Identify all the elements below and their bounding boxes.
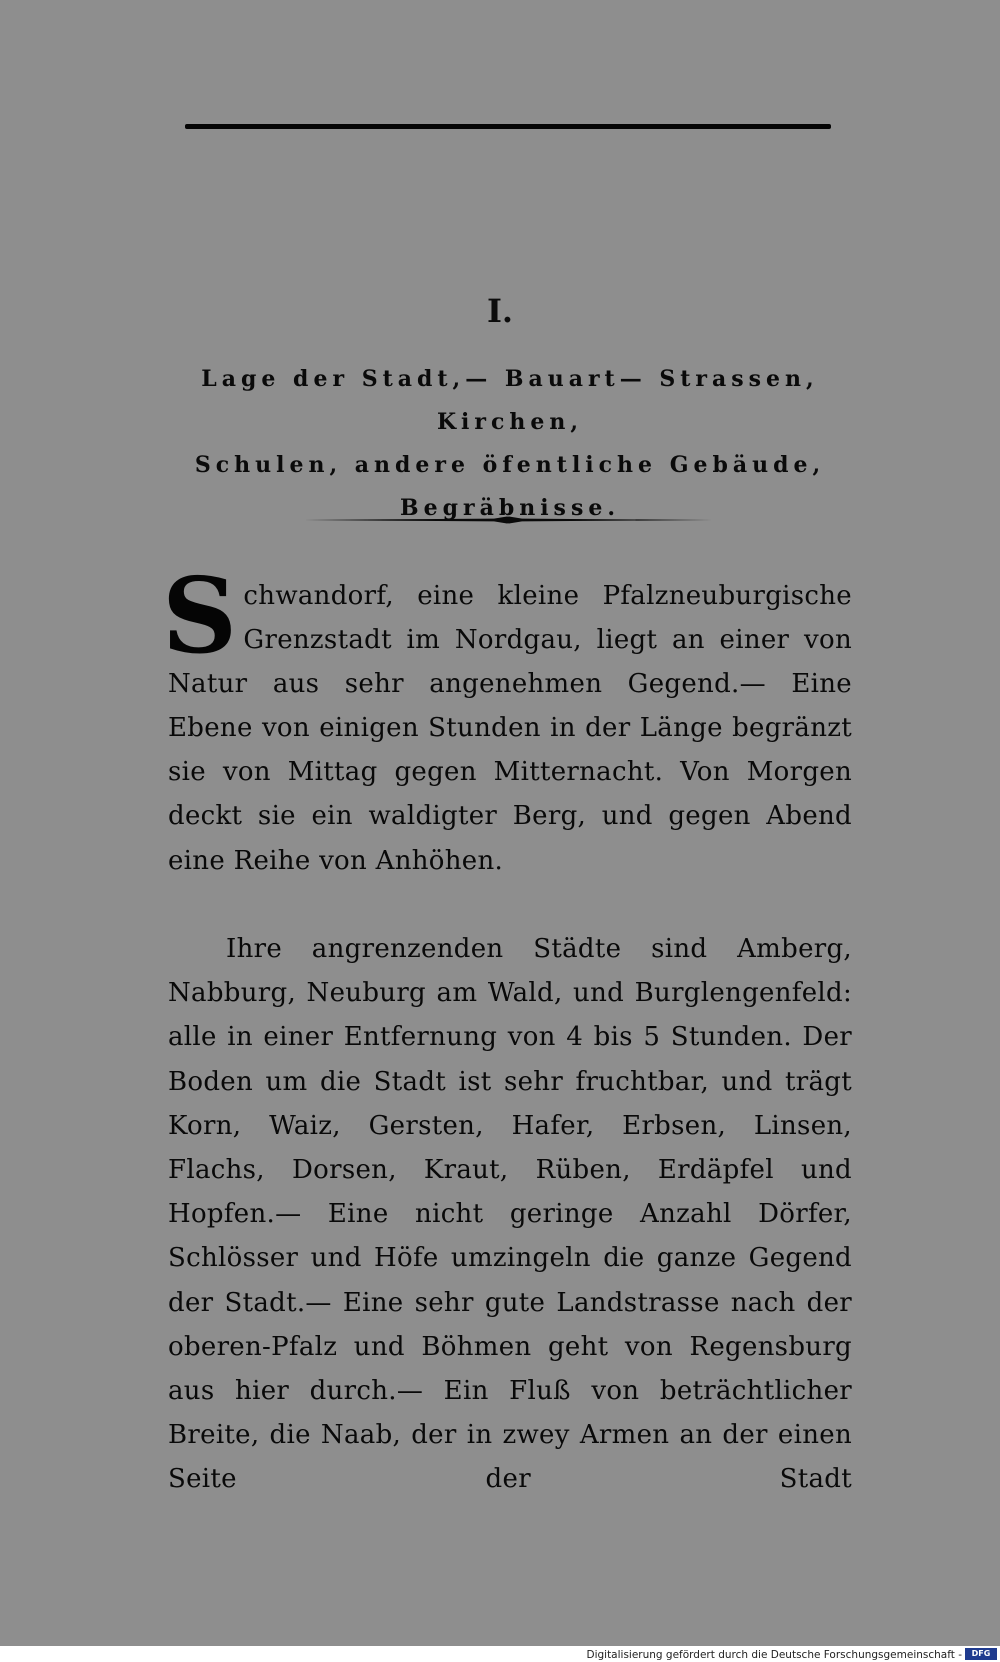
paragraph-1-text: chwandorf, eine kleine Pfalzneuburgische Grenzstadt im Nordgau, liegt an einer von Natur aus sehr angenehmen Gegend.— Eine Ebene von einigen Stunden in der Länge begränzt sie von Mittag gegen Mitternacht. Von Morgen deckt sie ein waldigter Berg, und gegen Abend eine Reihe von Anhöhen. — [168, 581, 852, 876]
digitization-credit: Digitalisierung gefördert durch die Deutsche Forschungsgemeinschaft - — [586, 1649, 962, 1661]
summary-line-1: Lage der Stadt,— Bauart— Strassen, Kirchen, — [201, 366, 819, 435]
dfg-logo: DFG — [965, 1648, 997, 1660]
top-rule — [185, 124, 831, 129]
paragraph-1 — [162, 554, 852, 883]
chapter-number: I. — [486, 292, 514, 330]
summary-line-2: Schulen, andere öfentliche Gebäude, — [194, 452, 826, 478]
chapter-summary — [160, 358, 860, 530]
paragraph-2: Ihre angrenzenden Städte sind Amberg, Nabburg, Neuburg am Wald, und Burglengenfeld: alle in einer Entfernung von 4 bis 5 Stunden. Der Boden um die Stadt ist sehr fruchtbar, und trägt Korn, Waiz, Gersten, Hafer, Erbsen, Linsen, Flachs, Dorsen, Kraut, Rüben, Erdäpfel und Hopfen.— Eine nicht geringe Anzahl Dörfer, Schlösser und Höfe umzingeln die ganze Gegend der Stadt.— Eine sehr gute Landstrasse nach der oberen-Pfalz und Böhmen geht von Regensburg aus hier durch.— Ein Fluß von beträchtlicher Breite, die Naab, der in zwey Armen an der einen Seite der Stadt — [168, 934, 852, 1495]
ornament-rule — [304, 515, 712, 525]
drop-cap: S — [162, 554, 238, 677]
summary-line-3: Begräbnisse. — [400, 495, 620, 521]
